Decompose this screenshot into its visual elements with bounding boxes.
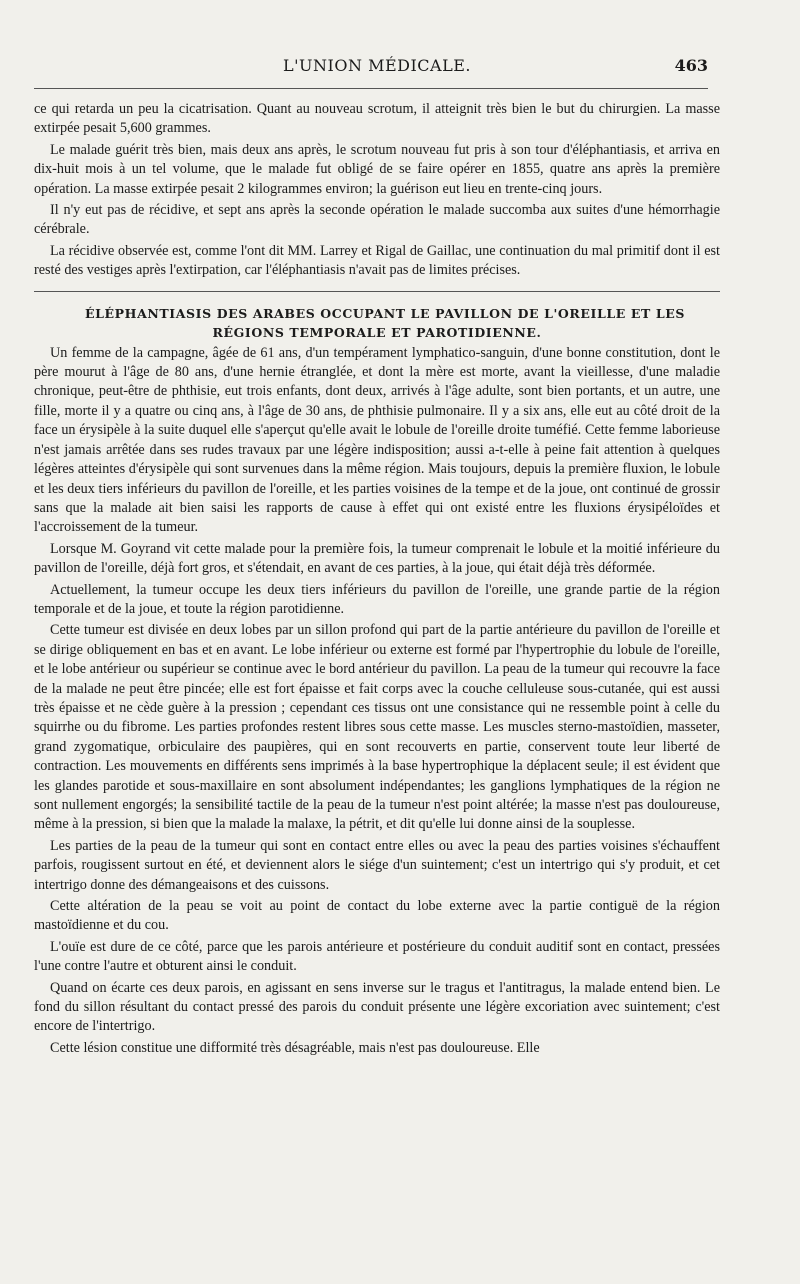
article-body	[34, 100, 720, 1060]
page-number: 463	[674, 56, 708, 75]
paragraph: Quand on écarte ces deux parois, en agissant en sens inverse sur le tragus et l'antitragus, la malade entend bien. Le fond du sillon résultant du contact pressé des parois du conduit présente une légère excoriation avec suintement; c'est encore de l'intertrigo.	[34, 979, 720, 1035]
paragraph: Il n'y eut pas de récidive, et sept ans après la seconde opération le malade succomba aux suites d'une hémorrhagie cérébrale.	[34, 202, 720, 238]
running-title: L'UNION MÉDICALE.	[283, 56, 471, 75]
paragraph: La récidive observée est, comme l'ont dit MM. Larrey et Rigal de Gaillac, une continuation du mal primitif dont il est resté des vestiges après l'extirpation, car l'éléphantiasis n'avait pas de limites précises.	[34, 242, 720, 279]
page-header	[34, 48, 720, 80]
header-rule	[34, 88, 708, 89]
paragraph: Cette altération de la peau se voit au point de contact du lobe externe avec la partie contiguë de la région mastoïdienne et du cou.	[34, 898, 720, 934]
paragraph: Actuellement, la tumeur occupe les deux tiers inférieurs du pavillon de l'oreille, une grande partie de la région temporale et de la joue, et toute la région parotidienne.	[34, 581, 720, 617]
paragraph: Un femme de la campagne, âgée de 61 ans, d'un tempérament lymphatico-sanguin, d'une bonne constitution, dont le père mourut à l'âge de 80 ans, d'une hernie étranglée, et dont la mère est morte, avant la vieillesse, d'une maladie chronique, peut-être de phthisie, eut trois enfants, dont deux, arrivés à l'âge adulte, sont bien portants, et un autre, une fille, morte il y a quatre ou cinq ans, à l'âge de 30 ans, de phthisie pulmonaire. Il y a six ans, elle eut au côté droit de la face un érysipèle à la suite duquel elle s'aperçut qu'elle avait le lobule de l'oreille droite tuméfié. Cette femme laborieuse n'est jamais arrêtée dans ses rudes travaux par une légère indisposition; aussi a-t-elle à peine fait attention à quelques légères atteintes d'érysipèle qui sont survenues dans la même région. Mais toujours, depuis la première fluxion, le lobule et les deux tiers inférieurs du pavillon de l'oreille, et les parties voisines de la tempe et de la joue, ont continué de grossir sans que la malade ait bien saisi les rapports de cause à effet qui ont existé entre les fluxions érysipéloïdes et l'accroissement de la tumeur.	[34, 344, 720, 536]
paragraph: Cette tumeur est divisée en deux lobes par un sillon profond qui part de la partie antérieure du pavillon de l'oreille et se dirige obliquement en bas et en avant. Le lobe inférieur ou externe est formé par l'hypertrophie du lobule de l'oreille, et le lobe antérieur ou supérieur se continue avec le bord antérieur du pavillon. La peau de la tumeur qui recouvre la face de la malade ne peut être pincée; elle est fort épaisse et fait corps avec la couche celluleuse sous-cutanée, qui est aussi très épaisse et ne cède guère à la pression ; cependant ces tissus ont une consistance qui ne ressemble point à celle du squirrhe ou du fibrome. Les parties profondes restent libres sous cette masse. Les muscles sterno-mastoïdien, masseter, grand zygomatique, orbiculaire des paupières, qui en sont recouverts en partie, conservent toute leur liberté de contraction. Les mouvements en différents sens imprimés à la base hypertrophique la déplacent seule; il est évident que les glandes parotide et sous-maxillaire en sont absolument indépendantes; les ganglions lymphatiques de la région ne sont nullement engorgés; la sensibilité tactile de la peau de la tumeur n'est point altérée; la masse n'est pas douloureuse, même à la pression, si bien que la malade la malaxe, la pétrit, et dit qu'elle lui donne ainsi de la souplesse.	[34, 622, 720, 833]
section-title: ÉLÉPHANTIASIS DES ARABES OCCUPANT LE PAVILLON DE L'OREILLE ET LES RÉGIONS TEMPORALE ET PAROTIDIENNE.	[85, 305, 685, 340]
paragraph: L'ouïe est dure de ce côté, parce que les parois antérieure et postérieure du conduit auditif sont en contact, pressées l'une contre l'autre et obturent ainsi le conduit.	[34, 938, 720, 975]
paragraph: Le malade guérit très bien, mais deux ans après, le scrotum nouveau fut pris à son tour d'éléphantiasis, et arriva en dix-huit mois à un tel volume, que le malade fut obligé de se faire opérer en 1855, quatre ans après la première opération. La masse extirpée pesait 2 kilogrammes environ; la guérison eut lieu en trente-cinq jours.	[34, 141, 720, 197]
paragraph: Les parties de la peau de la tumeur qui sont en contact entre elles ou avec la peau des parties voisines s'échauffent parfois, rougissent surtout en été, et deviennent alors le siége d'un suintement; c'est un intertrigo qui s'y produit, et cet intertrigo donne des démangeaisons et des cuissons.	[34, 837, 720, 893]
paragraph: Cette lésion constitue une difformité très désagréable, mais n'est pas douloureuse. Elle	[50, 1039, 540, 1056]
paragraph: Lorsque M. Goyrand vit cette malade pour la première fois, la tumeur comprenait le lobule et la moitié inférieure du pavillon de l'oreille, déjà fort gros, et s'étendait, en avant de ces parties, à la joue, qui était déjà très déformée.	[34, 540, 720, 577]
paragraph: ce qui retarda un peu la cicatrisation. Quant au nouveau scrotum, il atteignit très bien le but du chirurgien. La masse extirpée pesait 5,600 grammes.	[34, 101, 720, 137]
section-rule	[34, 291, 720, 292]
